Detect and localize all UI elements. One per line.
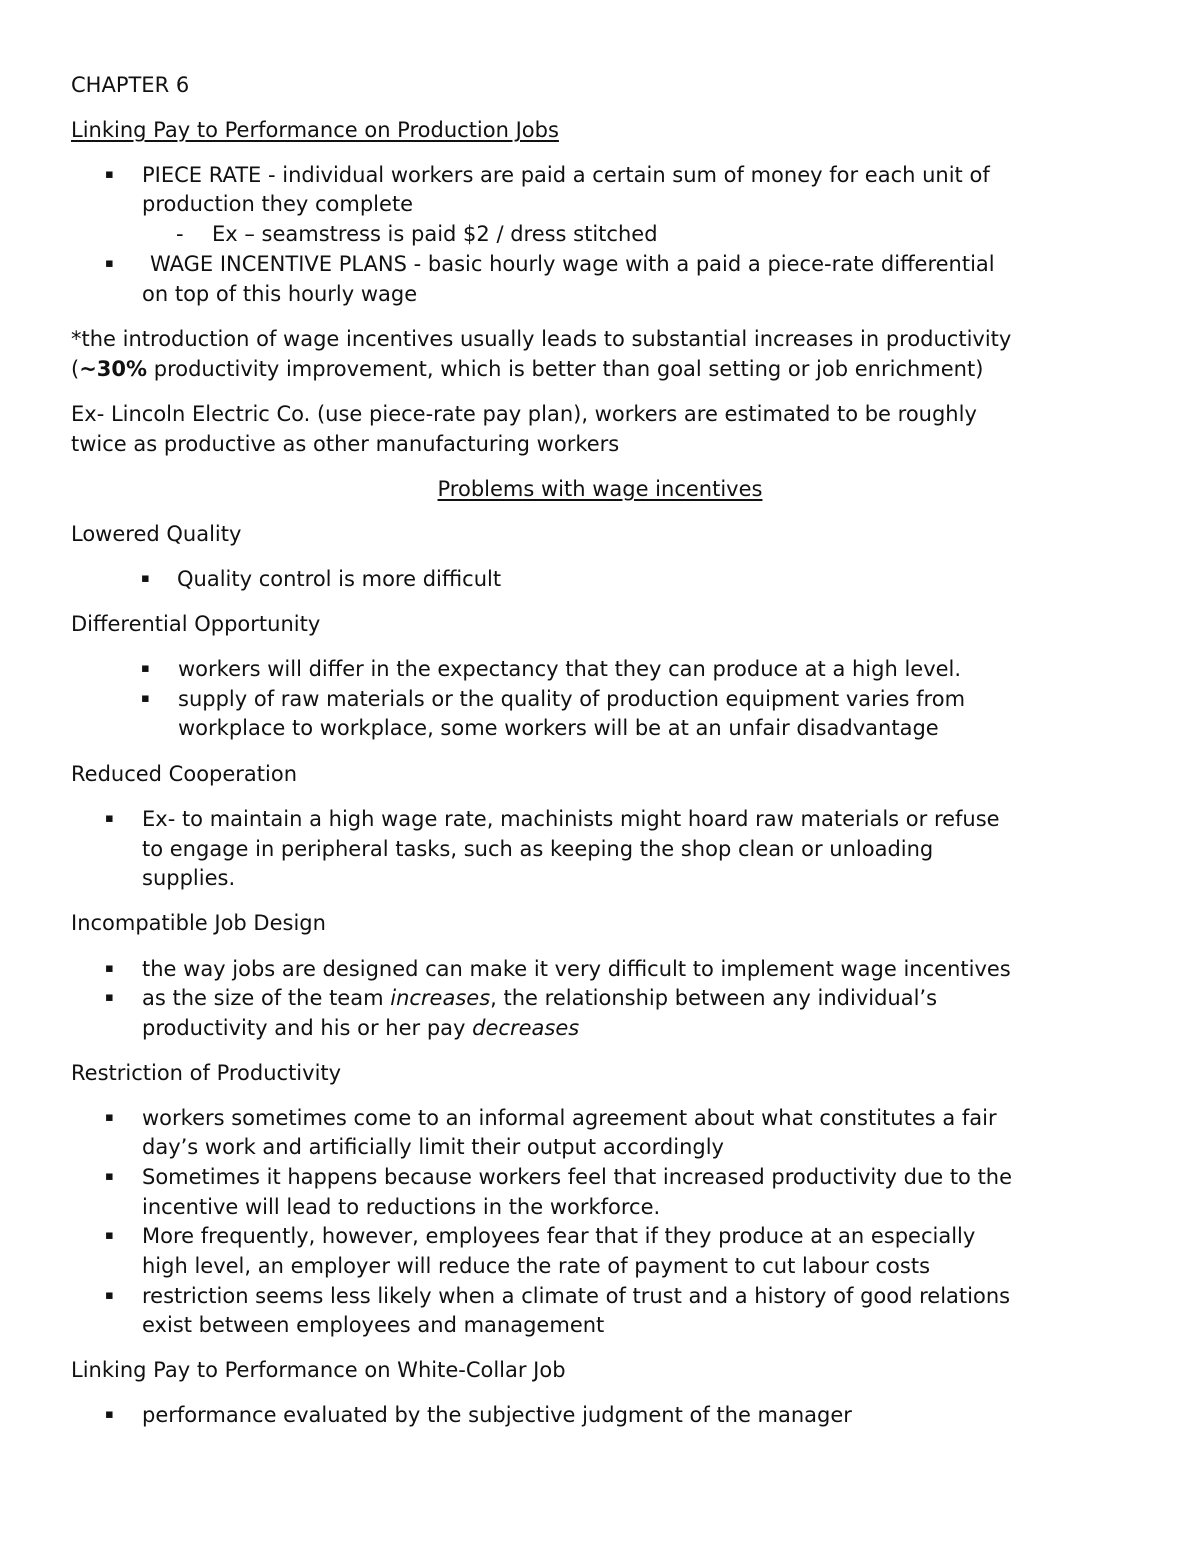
bullet-icon: ▪ (105, 961, 114, 976)
bullet-icon: ▪ (105, 167, 114, 182)
list-item-cont: to engage in peripheral tasks, such as keeping the shop clean or unloading (142, 837, 934, 861)
section-heading-production: Linking Pay to Performance on Production Jobs (71, 118, 559, 142)
list-item-cont: day’s work and artificially limit their output accordingly (142, 1135, 724, 1159)
section-heading-white-collar: Linking Pay to Performance on White-Collar Job (71, 1358, 566, 1382)
subheading-incompatible-job-design: Incompatible Job Design (71, 911, 326, 935)
piece-rate-text-cont: production they complete (142, 192, 414, 216)
list-item-cont: incentive will lead to reductions in the workforce. (142, 1195, 661, 1219)
list-item: Sometimes it happens because workers feel that increased productivity due to the (142, 1165, 1013, 1189)
subheading-differential-opportunity: Differential Opportunity (71, 612, 321, 636)
list-item: Ex- to maintain a high wage rate, machinists might hoard raw materials or refuse (142, 807, 1000, 831)
list-item: Quality control is more difficult (177, 567, 502, 591)
list-item: workers sometimes come to an informal agreement about what constitutes a fair (142, 1106, 997, 1130)
lincoln-paragraph-cont: twice as productive as other manufacturing workers (71, 432, 620, 456)
list-item: workers will differ in the expectancy that they can produce at a high level. (178, 657, 962, 681)
bullet-icon: ▪ (141, 661, 150, 676)
bullet-icon: ▪ (105, 256, 114, 271)
bullet-icon: ▪ (141, 571, 150, 586)
wage-plans-text-cont: on top of this hourly wage (142, 282, 418, 306)
list-item: supply of raw materials or the quality of production equipment varies from (178, 687, 966, 711)
lincoln-paragraph: Ex- Lincoln Electric Co. (use piece-rate pay plan), workers are estimated to be roughly (71, 402, 977, 426)
bullet-icon: ▪ (105, 1228, 114, 1243)
bullet-icon: ▪ (105, 1110, 114, 1125)
bullet-icon: ▪ (105, 811, 114, 826)
note-paragraph-cont: (~30% productivity improvement, which is better than goal setting or job enrichment) (71, 357, 984, 381)
list-item-cont: high level, an employer will reduce the rate of payment to cut labour costs (142, 1254, 931, 1278)
dash-marker: - (176, 222, 184, 246)
percent-highlight: ~30% (79, 357, 148, 381)
bullet-icon: ▪ (141, 691, 150, 706)
bullet-icon: ▪ (105, 1169, 114, 1184)
list-item: as the size of the team increases, the relationship between any individual’s (142, 986, 938, 1010)
piece-rate-example: Ex – seamstress is paid $2 / dress stitched (212, 222, 658, 246)
bullet-icon: ▪ (105, 990, 114, 1005)
list-item: the way jobs are designed can make it very difficult to implement wage incentives (142, 957, 1011, 981)
bullet-icon: ▪ (105, 1288, 114, 1303)
list-item-cont: productivity and his or her pay decreases (142, 1016, 580, 1040)
list-item: More frequently, however, employees fear that if they produce at an especially (142, 1224, 976, 1248)
note-paragraph: *the introduction of wage incentives usually leads to substantial increases in productivity (71, 327, 1012, 351)
list-item-cont: workplace to workplace, some workers will be at an unfair disadvantage (178, 716, 939, 740)
problems-title: Problems with wage incentives (437, 477, 763, 501)
piece-rate-text: PIECE RATE - individual workers are paid a certain sum of money for each unit of (142, 163, 990, 187)
list-item-cont: exist between employees and management (142, 1313, 605, 1337)
list-item-cont: supplies. (142, 866, 236, 890)
subheading-restriction-of-productivity: Restriction of Productivity (71, 1061, 342, 1085)
chapter-title: CHAPTER 6 (71, 73, 190, 97)
wage-plans-text: WAGE INCENTIVE PLANS - basic hourly wage with a paid a piece-rate differential (150, 252, 995, 276)
bullet-icon: ▪ (105, 1407, 114, 1422)
subheading-reduced-cooperation: Reduced Cooperation (71, 762, 298, 786)
list-item: restriction seems less likely when a climate of trust and a history of good relations (142, 1284, 1011, 1308)
subheading-lowered-quality: Lowered Quality (71, 522, 242, 546)
list-item: performance evaluated by the subjective judgment of the manager (142, 1403, 852, 1427)
